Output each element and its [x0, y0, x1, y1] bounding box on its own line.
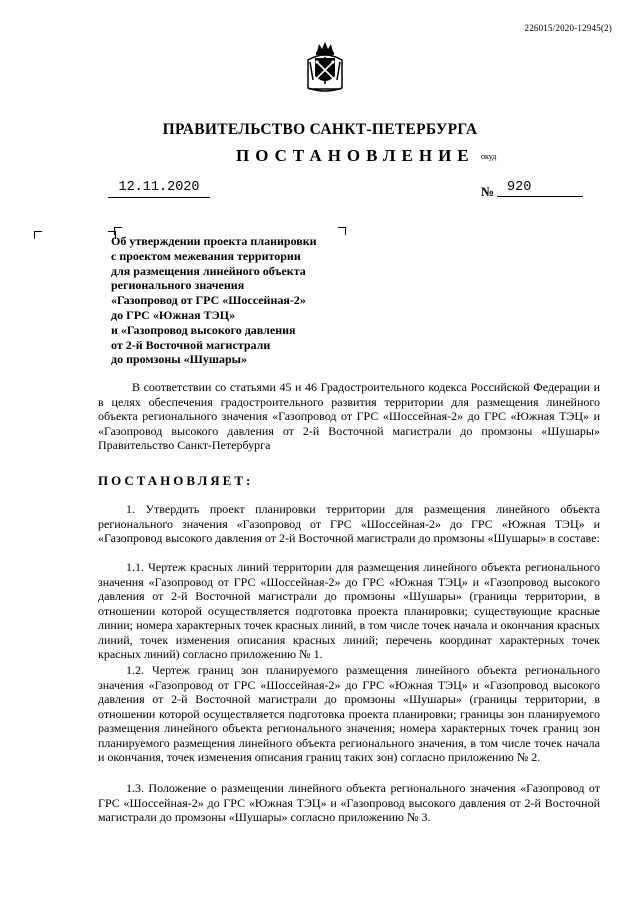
- decree-heading: ПОСТАНОВЛЯЕТ:: [98, 473, 254, 488]
- subject-line: с проектом межевания территории: [111, 248, 301, 263]
- intro-paragraph: В соответствии со статьями 45 и 46 Градостроительного кодекса Российской Федерации и в целях обеспечения градостроительного развития территории для размещения линейного объекта регионального значения «Газопровод от ГРС «Шоссейная-2» до ГРС «Южная ТЭЦ» и «Газопровод высокого давления от 2-й Восточной магистрали до промзоны «Шушары» Правительство Санкт-Петербурга: [98, 380, 600, 452]
- paragraph-1: 1. Утвердить проект планировки территории для размещения линейного объекта регионального значения «Газопровод от ГРС «Шоссейная-2» до ГРС «Южная ТЭЦ» и «Газопровод высокого давления от 2-й Восточной магистрали до промзоны «Шушары» в составе:: [98, 502, 600, 545]
- document-date: 12.11.2020: [108, 180, 210, 198]
- subject-line: для размещения линейного объекта: [111, 263, 306, 278]
- paragraph-1-3: 1.3. Положение о размещении линейного объекта регионального значения «Газопровод от ГРС «Шоссейная-2» до ГРС «Южная ТЭЦ» и «Газопровод высокого давления от 2-й Восточной магистрали до промзоны «Шушары» согласно приложению № 3.: [98, 781, 600, 824]
- document-registration-number: 226015/2020-12945(2): [524, 23, 612, 33]
- subject-line: «Газопровод от ГРС «Шоссейная-2»: [111, 293, 306, 308]
- paragraph-1-2: 1.2. Чертеж границ зон планируемого размещения линейного объекта регионального значения «Газопровод от ГРС «Шоссейная-2» до ГРС «Южная ТЭЦ» и «Газопровод высокого давления от 2-й Восточной магистрали до промзоны «Шушары» (границы территории, в отношении которой осуществляется подготовка проекта планировки; границы зон планируемого размещения линейного объекта регионального значения; номера характерных точек границ зон планируемого размещения линейного объекта регионального значения, в том числе точек начала и окончания, точек изменения описания границ таких зон) согласно приложению № 2.: [98, 663, 600, 764]
- corner-mark-top-left: [34, 231, 42, 239]
- subject-line: до промзоны «Шушары»: [111, 352, 247, 367]
- number-label: №: [481, 184, 495, 199]
- subject-line: Об утверждении проекта планировки: [111, 234, 317, 248]
- subject-line: и «Газопровод высокого давления: [111, 322, 296, 337]
- document-type-title: ПОСТАНОВЛЕНИЕ: [236, 146, 475, 165]
- paragraph-1-1: 1.1. Чертеж красных линий территории для размещения линейного объекта регионального значения «Газопровод от ГРС «Шоссейная-2» до ГРС «Южная ТЭЦ» и «Газопровод высокого давления от 2-й Восточной магистрали до промзоны «Шушары» (границы территории, в отношении которой осуществляется подготовка проекта планировки; существующие красные линии; номера характерных точек красных линий, в том числе точек начала и окончания красных линий, точек изменения описания красных линий; перечень координат характерных точек красных линий) согласно приложению № 1.: [98, 560, 600, 661]
- okud-label: окуд: [481, 152, 497, 161]
- government-title: ПРАВИТЕЛЬСТВО САНКТ-ПЕТЕРБУРГА: [162, 121, 478, 138]
- spb-coat-of-arms-icon: [305, 40, 345, 94]
- subject-heading: [111, 234, 341, 367]
- subject-line: регионального значения: [111, 278, 245, 293]
- subject-line: до ГРС «Южная ТЭЦ»: [111, 307, 236, 322]
- document-number: 920: [497, 180, 583, 197]
- subject-line: от 2-й Восточной магистрали: [111, 337, 271, 352]
